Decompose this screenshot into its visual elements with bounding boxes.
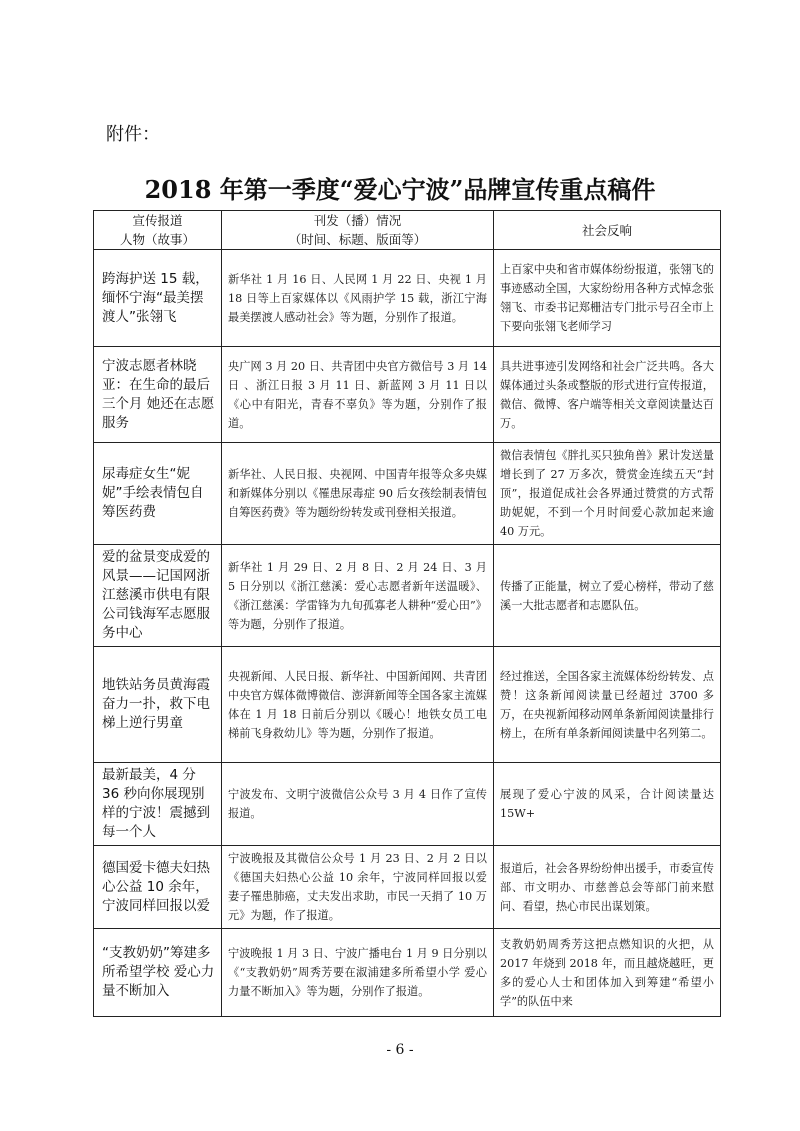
table-row — [94, 763, 721, 846]
story-cell: 宁波志愿者林晓亚：在生命的最后三个月 她还在志愿服务 — [94, 347, 222, 443]
publication-cell: 央广网 3 月 20 日、共青团中央官方微信号 3 月 14 日 、浙江日报 3 月 11 日、新蓝网 3 月 11 日以《心中有阳光，青春不辜负》等为题，分别作了报道。 — [222, 347, 494, 443]
publication-cell: 新华社、人民日报、央视网、中国青年报等众多央媒和新媒体分别以《罹患尿毒症 90 后女孩绘制表情包自筹医药费》等为题纷纷转发或刊登相关报道。 — [222, 443, 494, 545]
story-cell: 跨海护送 15 载，缅怀宁海“最美摆渡人”张翎飞 — [94, 250, 222, 347]
response-cell: 展现了爱心宁波的风采，合计阅读量达 15W+ — [494, 763, 721, 846]
table-row — [94, 846, 721, 929]
table-row — [94, 545, 721, 647]
header-story: 宣传报道 人物（故事） — [94, 211, 222, 250]
publication-cell: 新华社 1 月 16 日、人民网 1 月 22 日、央视 1 月 18 日等上百家媒体以《风雨护学 15 载，浙江宁海最美摆渡人感动社会》等为题，分别作了报道。 — [222, 250, 494, 347]
response-cell: 经过推送，全国各家主流媒体纷纷转发、点赞！这条新闻阅读量已经超过 3700 多万，在央视新闻移动网单条新闻阅读量排行榜上，在所有单条新闻阅读量中名列第二。 — [494, 647, 721, 763]
publication-cell: 央视新闻、人民日报、新华社、中国新闻网、共青团中央官方媒体微博微信、澎湃新闻等全国各家主流媒体在 1 月 18 日前后分别以《暖心！地铁女员工电梯前飞身救幼儿》等为题，分别作了报道。 — [222, 647, 494, 763]
story-cell: 地铁站务员黄海霞奋力一扑，救下电梯上逆行男童 — [94, 647, 222, 763]
story-cell: “支教奶奶”筹建多所希望学校 爱心力量不断加入 — [94, 929, 222, 1017]
header-publication: 刊发（播）情况 （时间、标题、版面等） — [222, 211, 494, 250]
response-cell: 支教奶奶周秀芳这把点燃知识的火把，从 2017 年烧到 2018 年，而且越烧越旺，更多的爱心人士和团体加入到筹建“希望小学”的队伍中来 — [494, 929, 721, 1017]
page-number: - 6 - — [386, 1042, 414, 1058]
story-cell: 爱的盆景变成爱的风景——记国网浙江慈溪市供电有限公司钱海军志愿服务中心 — [94, 545, 222, 647]
story-cell: 尿毒症女生“妮妮”手绘表情包自筹医药费 — [94, 443, 222, 545]
publication-cell: 新华社 1 月 29 日、2 月 8 日、2 月 24 日、3 月 5 日分别以《浙江慈溪：爱心志愿者新年送温暖》、《浙江慈溪：学雷锋为九旬孤寡老人耕种“爱心田”》等为题，分别作了报道。 — [222, 545, 494, 647]
table-row — [94, 929, 721, 1017]
publicity-table — [93, 210, 721, 1017]
story-cell: 德国爱卡德夫妇热心公益 10 余年，宁波同样回报以爱 — [94, 846, 222, 929]
response-cell: 微信表情包《胖扎买只独角兽》累计发送量增长到了 27 万多次，赞赏金连续五天“封顶”，报道促成社会各界通过赞赏的方式帮助妮妮，不到一个月时间爱心款加起来逾 40 万元。 — [494, 443, 721, 545]
story-cell: 最新最美，4 分 36 秒向你展现别样的宁波！震撼到每一个人 — [94, 763, 222, 846]
table-row — [94, 250, 721, 347]
response-cell: 具共进事迹引发网络和社会广泛共鸣。各大媒体通过头条或整版的形式进行宣传报道，微信、微博、客户端等相关文章阅读量达百万。 — [494, 347, 721, 443]
publication-cell: 宁波晚报及其微信公众号 1 月 23 日、2 月 2 日以《德国夫妇热心公益 10 余年，宁波同样回报以爱 妻子罹患肺癌，丈夫发出求助，市民一天捐了 10 万元》为题，作了报道。 — [222, 846, 494, 929]
table-row — [94, 647, 721, 763]
table-row — [94, 347, 721, 443]
publication-cell: 宁波发布、文明宁波微信公众号 3 月 4 日作了宣传报道。 — [222, 763, 494, 846]
publication-cell: 宁波晚报 1 月 3 日、宁波广播电台 1 月 9 日分别以《“支教奶奶”周秀芳要在淑浦建多所希望小学 爱心力量不断加入》等为题，分别作了报道。 — [222, 929, 494, 1017]
response-cell: 报道后，社会各界纷纷伸出援手，市委宣传部、市文明办、市慈善总会等部门前来慰问、看望，热心市民出谋划策。 — [494, 846, 721, 929]
response-cell: 上百家中央和省市媒体纷纷报道，张翎飞的事迹感动全国，大家纷纷用各种方式悼念张翎飞、市委书记郑栅洁专门批示号召全市上下要向张翎飞老师学习 — [494, 250, 721, 347]
document-title: 2018 年第一季度“爱心宁波”品牌宣传重点稿件 — [144, 175, 656, 204]
response-cell: 传播了正能量，树立了爱心榜样，带动了慈溪一大批志愿者和志愿队伍。 — [494, 545, 721, 647]
table-row — [94, 443, 721, 545]
attachment-label: 附件： — [106, 124, 160, 145]
table-header-row — [94, 211, 721, 250]
header-response: 社会反响 — [494, 211, 721, 250]
